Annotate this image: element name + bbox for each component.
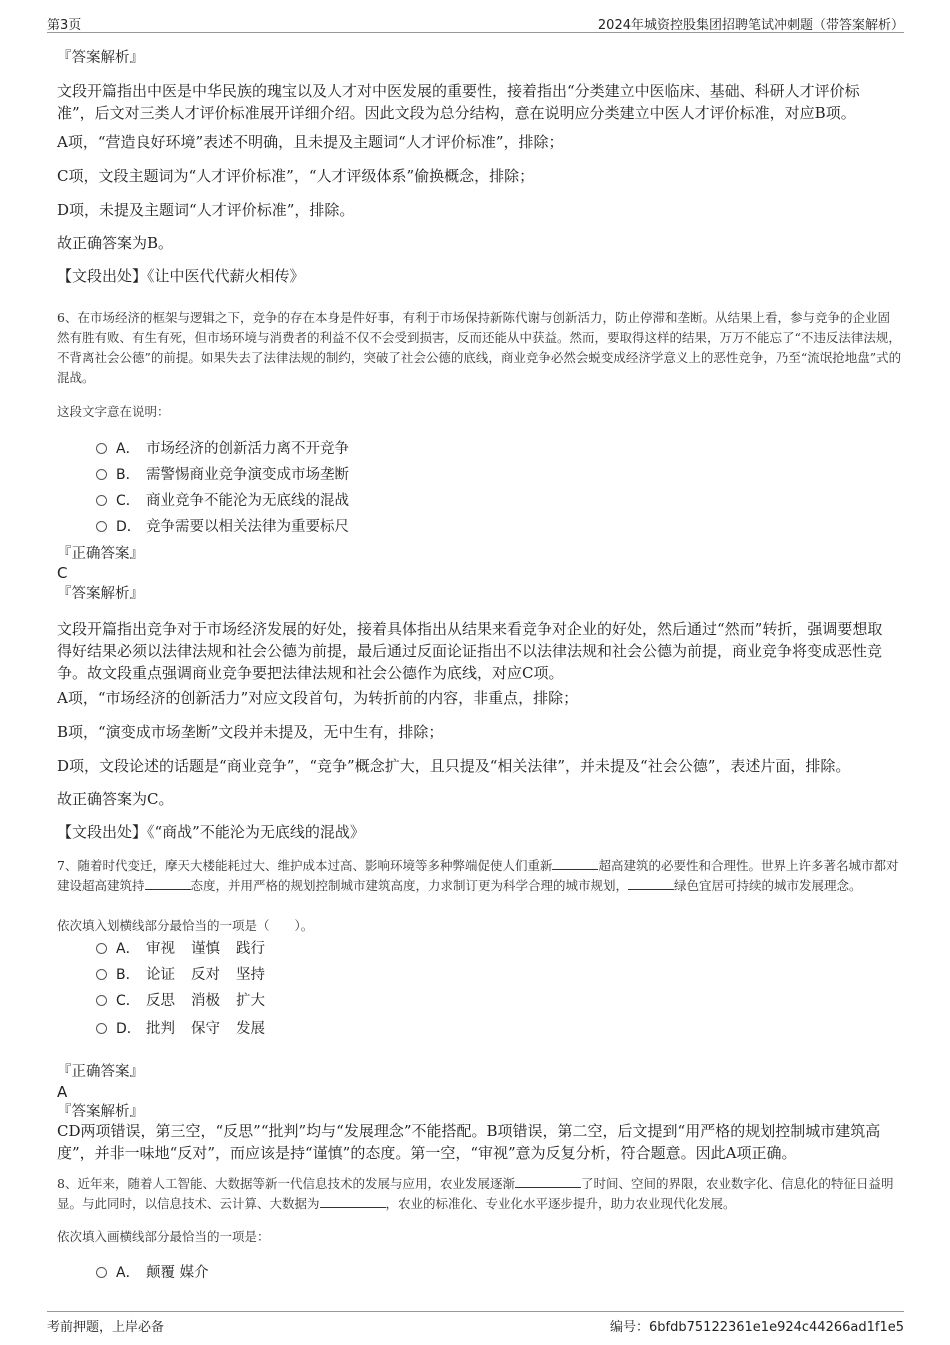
radio-icon[interactable] xyxy=(96,443,107,454)
radio-icon[interactable] xyxy=(96,969,107,980)
document-title: 2024年城资控股集团招聘笔试冲刺题（带答案解析） xyxy=(597,18,904,33)
radio-icon[interactable] xyxy=(96,521,107,532)
option-d[interactable]: D． 批判 保守 发展 xyxy=(96,1018,281,1040)
answer-tag: 『正确答案』 xyxy=(57,1064,144,1080)
radio-icon[interactable] xyxy=(96,495,107,506)
radio-icon[interactable] xyxy=(96,995,107,1006)
footer-slogan: 考前押题，上岸必备 xyxy=(47,1320,165,1335)
correct-answer: A xyxy=(57,1083,68,1101)
option-a[interactable]: A． 市场经济的创新活力离不开竞争 xyxy=(96,438,349,460)
analysis-paragraph: CD两项错误，第三空，“反思”“批判”均与“发展理念”不能搭配。B项错误，第二空，后文提到“用严格的规划控制城市建筑高度”，并非一味地“反对”，而应该是持“谨慎”的态度。第一空，“审视”意为反复分析，符合题意。因此A项正确。 xyxy=(57,1122,881,1162)
analysis-paragraph: D项，文段论述的话题是“商业竞争”，“竞争”概念扩大，且只提及“相关法律”，并未提及“社会公德”，表述片面，排除。 xyxy=(57,757,851,775)
source-citation: 【文段出处】《“商战”不能沦为无底线的混战》 xyxy=(57,823,365,841)
source-citation: 【文段出处】《让中医代代薪火相传》 xyxy=(57,267,305,285)
blank-line xyxy=(552,857,598,870)
document-id: 编号：6bfdb75122361e1e924c44266ad1f1e5 xyxy=(610,1320,904,1335)
analysis-paragraph: A项，“营造良好环境”表述不明确，且未提及主题词“人才评价标准”，排除； xyxy=(57,133,564,151)
question-prompt: 这段文字意在说明： xyxy=(57,404,170,419)
question-stem: 8、近年来，随着人工智能、大数据等新一代信息技术的发展与应用，农业发展逐渐 了时间、空间的界限，农业数字化、信息化的特征日益明显。与此同时，以信息技术、云计算、大数据为 ，农业的标准化、专业化水平逐步提升，助力农业现代化发展。 xyxy=(57,1176,894,1211)
question-prompt: 依次填入划横线部分最恰当的一项是（ ）。 xyxy=(57,918,314,933)
option-b[interactable]: B． 需警惕商业竞争演变成市场垄断 xyxy=(96,464,349,486)
analysis-paragraph: C项，文段主题词为“人才评价标准”，“人才评级体系”偷换概念，排除； xyxy=(57,167,535,185)
radio-icon[interactable] xyxy=(96,1023,107,1034)
analysis-conclusion: 故正确答案为C。 xyxy=(57,790,174,808)
analysis-tag: 『答案解析』 xyxy=(57,1104,144,1120)
answer-tag: 『正确答案』 xyxy=(57,546,144,562)
option-c[interactable]: C． 商业竞争不能沦为无底线的混战 xyxy=(96,490,349,512)
blank-line xyxy=(145,877,191,890)
option-d[interactable]: D． 竞争需要以相关法律为重要标尺 xyxy=(96,516,349,538)
radio-icon[interactable] xyxy=(96,943,107,954)
option-b[interactable]: B． 论证 反对 坚持 xyxy=(96,964,281,986)
page-number: 第3页 xyxy=(47,18,82,33)
option-a[interactable]: A． 审视 谨慎 践行 xyxy=(96,938,281,960)
question-stem: 6、在市场经济的框架与逻辑之下，竞争的存在本身是件好事，有利于市场保持新陈代谢与创新活力，防止停滞和垄断。从结果上看，参与竞争的企业固然有胜有败、有生有死，但市场环境与消费者的利益不仅不会受到损害，反而还能从中获益。然而，要取得这样的结果，万万不能忘了“不违反法律法规，不背离社会公德”的前提。如果失去了法律法规的制约，突破了社会公德的底线，商业竞争必然会蜕变成经济学意义上的恶性竞争，乃至“流氓抢地盘”式的混战。 xyxy=(57,310,902,385)
radio-icon[interactable] xyxy=(96,1267,107,1278)
option-c[interactable]: C． 反思 消极 扩大 xyxy=(96,990,281,1012)
analysis-paragraph: D项，未提及主题词“人才评价标准”，排除。 xyxy=(57,201,355,219)
blank-line xyxy=(628,877,674,890)
analysis-paragraph: B项，“演变成市场垄断”文段并未提及，无中生有，排除； xyxy=(57,723,444,741)
analysis-tag: 『答案解析』 xyxy=(57,50,144,66)
correct-answer: C xyxy=(57,564,68,582)
analysis-paragraph: A项，“市场经济的创新活力”对应文段首句，为转折前的内容，非重点，排除； xyxy=(57,689,579,707)
analysis-paragraph: 文段开篇指出中医是中华民族的瑰宝以及人才对中医发展的重要性，接着指出“分类建立中医临床、基础、科研人才评价标准”，后文对三类人才评价标准展开详细介绍。因此文段为总分结构，意在说明应分类建立中医人才评价标准，对应B项。 xyxy=(57,82,860,122)
option-a[interactable]: A． 颠覆 媒介 xyxy=(96,1262,209,1284)
question-stem: 7、随着时代变迁，摩天大楼能耗过大、维护成本过高、影响环境等多种弊端促使人们重新 超高建筑的必要性和合理性。世界上许多著名城市都对建设超高建筑持 态度，并用严格的规划控制城市建筑高度，力求制订更为科学合理的城市规划， 绿色宜居可持续的城市发展理念。 xyxy=(57,858,899,893)
analysis-paragraph: 文段开篇指出竞争对于市场经济发展的好处，接着具体指出从结果来看竞争对企业的好处，然后通过“然而”转折，强调要想取得好结果必须以法律法规和社会公德为前提，最后通过反面论证指出不以法律法规和社会公德为前提，商业竞争将变成恶性竞争。故文段重点强调商业竞争要把法律法规和社会公德作为底线，对应C项。 xyxy=(57,620,883,682)
question-prompt: 依次填入画横线部分最恰当的一项是： xyxy=(57,1229,270,1244)
blank-line xyxy=(320,1195,386,1208)
analysis-tag: 『答案解析』 xyxy=(57,586,144,602)
blank-line xyxy=(515,1175,581,1188)
page-footer xyxy=(47,1311,904,1336)
page-header xyxy=(47,12,904,33)
radio-icon[interactable] xyxy=(96,469,107,480)
analysis-conclusion: 故正确答案为B。 xyxy=(57,234,174,252)
